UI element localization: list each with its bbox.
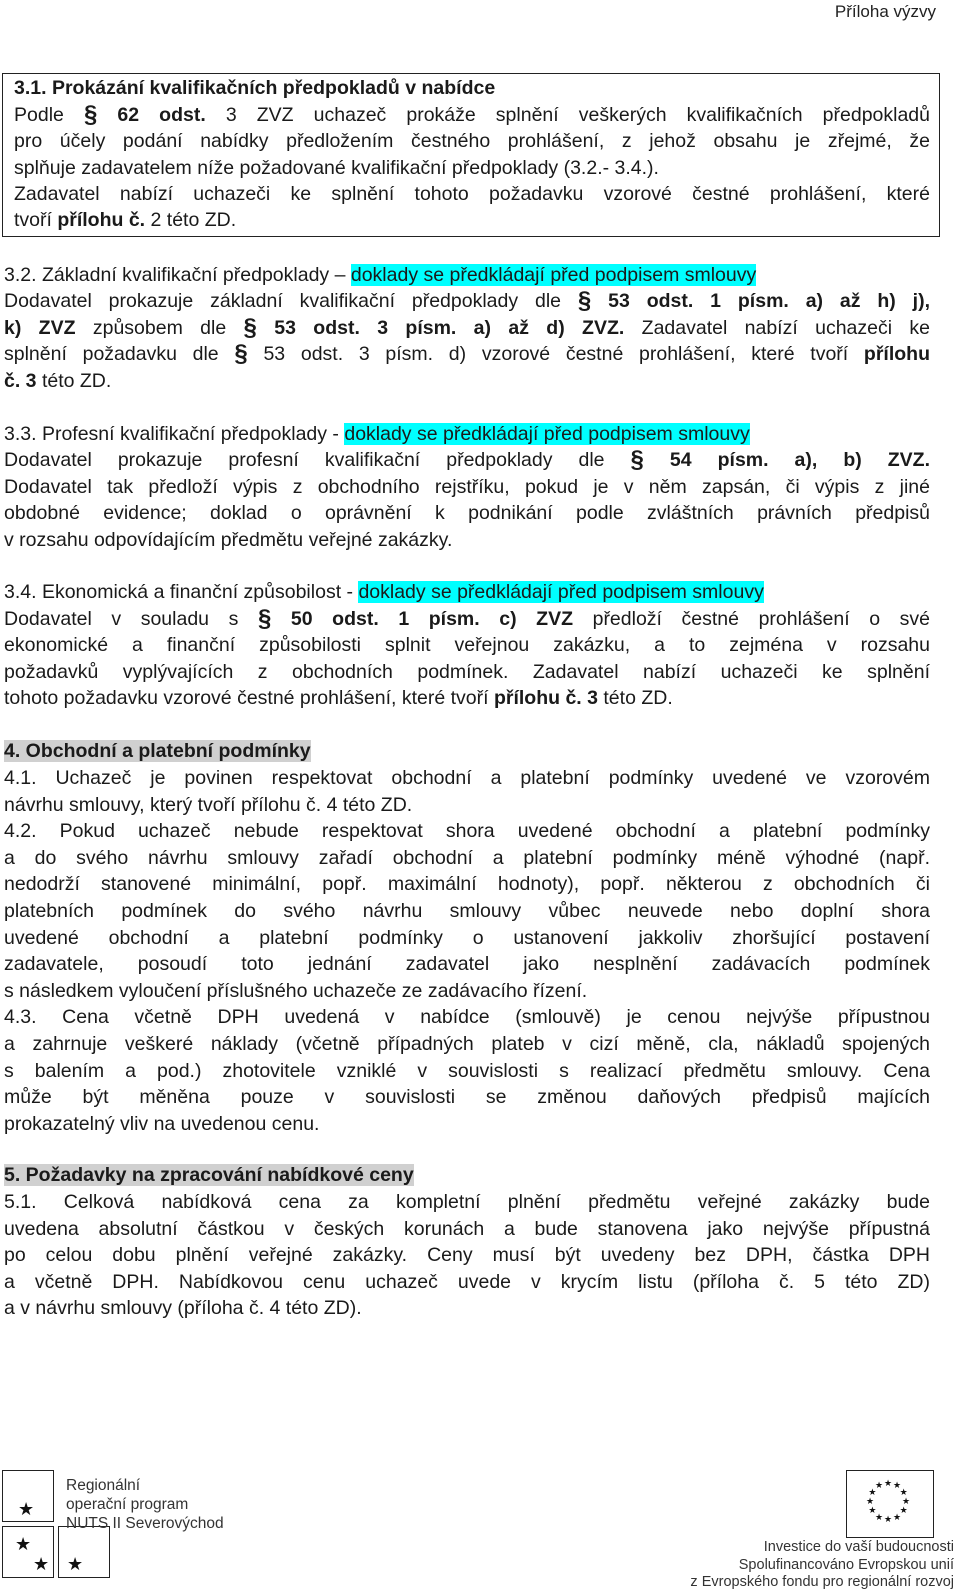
star-icon: ★ xyxy=(15,1534,32,1554)
eu-star-icon: ★ xyxy=(884,1514,893,1524)
section-3-1-line-1: Podle § 62 odst. 3 ZVZ uchazeč prokáže splnění veškerých kvalifikačních předpokladů xyxy=(14,101,930,128)
section-4-line: návrhu smlouvy, který tvoří přílohu č. 4 této ZD. xyxy=(4,793,413,816)
eu-star-icon: ★ xyxy=(884,1478,893,1488)
section-3-2-line-1: Dodavatel prokazuje základní kvalifikační předpoklady dle § 53 odst. 1 písm. a) až h) j), xyxy=(4,287,931,314)
section-3-1-line-3: splňuje zadavatelem níže požadované kvalifikační předpoklady (3.2.- 3.4.). xyxy=(14,157,659,179)
star-icon: ★ xyxy=(33,1554,50,1574)
section-4-line: nedodrží stanovené minimální, popř. maximální hodnoty), popř. některou z obchodních či xyxy=(4,873,930,896)
eu-star-icon: ★ xyxy=(893,1480,902,1491)
section-4-line: platebních podmínek do svého návrhu smlouvy vůbec neuvede nebo doplní shora xyxy=(4,900,930,922)
section-4-line: uvedené obchodní a platební podmínky o ustanovení jakkoliv zhoršující postavení xyxy=(4,926,930,949)
section-4-line: může být měněna pouze v souvislosti se změnou daňových předpisů majících xyxy=(4,1086,930,1109)
eu-star-icon: ★ xyxy=(899,1505,908,1515)
logo-box-bottom-left xyxy=(2,1526,54,1578)
section-3-4-line-1: Dodavatel v souladu s § 50 odst. 1 písm. c) ZVZ předloží čestné prohlášení o své xyxy=(4,605,930,632)
section-3-1-line-4: Zadavatel nabízí uchazeči ke splnění tohoto požadavku vzorové čestné prohlášení, které xyxy=(14,183,930,205)
section-5-line: uvedena absolutní částkou v českých korunách a bude stanovena jako nejvýše přípustná xyxy=(4,1217,930,1240)
star-icon: ★ xyxy=(18,1499,35,1519)
eu-flag-logo xyxy=(846,1470,934,1538)
eu-star-icon: ★ xyxy=(866,1496,875,1506)
section-4-line: s následkem vyloučení příslušného uchazeče ze zadávacího řízení. xyxy=(4,979,588,1002)
section-3-2-line-4: č. 3 této ZD. xyxy=(4,370,112,392)
section-4-line: 4.2. Pokud uchazeč nebude respektovat shora uvedené obchodní a platební podmínky xyxy=(4,820,930,843)
section-3-3-line-2: Dodavatel tak předloží výpis z obchodního rejstříku, pokud je v něm zapsán, či výpis z jiné xyxy=(4,476,930,498)
section-4-heading: 4. Obchodní a platební podmínky xyxy=(4,740,311,762)
section-3-3-line-4: v rozsahu odpovídajícím předmětu veřejné zakázky. xyxy=(4,529,453,551)
section-4-line: prokazatelný vliv na uvedenou cenu. xyxy=(4,1112,320,1135)
section-3-2-line-2: k) ZVZ způsobem dle § 53 odst. 3 písm. a) až d) ZVZ. Zadavatel nabízí uchazeči ke xyxy=(4,314,930,341)
section-4-line: a zahrnuje veškeré náklady (včetně případných plateb v cizí měně, cla, nákladů spojených xyxy=(4,1033,930,1055)
section-5-line: 5.1. Celková nabídková cena za kompletní plnění předmětu veřejné zakázky bude xyxy=(4,1191,930,1213)
section-3-4-line-3: požadavků vyplývajících z obchodních podmínek. Zadavatel nabízí uchazeči ke splnění xyxy=(4,661,930,683)
eu-logo-text: Investice do vaší budoucnosti Spolufinancováno Evropskou unií z Evropského fondu pro regionální rozvoj xyxy=(690,1539,954,1590)
eu-star-icon: ★ xyxy=(899,1487,908,1497)
section-3-3-heading: 3.3. Profesní kvalifikační předpoklady - doklady se předkládají před podpisem smlouvy xyxy=(4,423,750,445)
section-3-1-line-2: pro účely podání nabídky předložením čestného prohlášení, z jehož obsahu je zřejmé, že xyxy=(14,130,930,152)
section-3-2-heading: 3.2. Základní kvalifikační předpoklady – doklady se předkládají před podpisem smlouvy xyxy=(4,264,757,286)
eu-star-icon: ★ xyxy=(902,1496,911,1506)
page-header-text: Příloha výzvy xyxy=(834,2,936,21)
rop-logo-text: Regionální operační program NUTS II Severovýchod xyxy=(66,1477,224,1532)
section-5-line: a v návrhu smlouvy (příloha č. 4 této ZD). xyxy=(4,1297,362,1320)
section-5-line: a včetně DPH. Nabídkovou cenu uchazeč uvede v krycím listu (příloha č. 5 této ZD) xyxy=(4,1270,930,1293)
section-3-1-heading: 3.1. Prokázání kvalifikačních předpokladů v nabídce xyxy=(14,77,496,99)
section-3-1-line-5: tvoří přílohu č. 2 této ZD. xyxy=(14,209,237,231)
logo-box-bottom-right xyxy=(58,1526,110,1578)
section-4-line: zadavatele, posoudí toto jednání zadavatel jako nesplnění zadávacích podmínek xyxy=(4,953,930,976)
eu-star-icon: ★ xyxy=(893,1511,902,1522)
highlight-note: doklady se předkládají před podpisem smlouvy xyxy=(358,581,764,603)
section-3-4-line-4: tohoto požadavku vzorové čestné prohlášení, které tvoří přílohu č. 3 této ZD. xyxy=(4,687,673,709)
highlight-note: doklady se předkládají před podpisem smlouvy xyxy=(344,423,750,445)
section-3-3-line-3: obdobné evidence; doklad o oprávnění k podnikání podle zvláštních právních předpisů xyxy=(4,502,930,524)
star-icon: ★ xyxy=(67,1554,84,1574)
section-5-line: po celou dobu plnění veřejné zakázky. Ceny musí být uvedeny bez DPH, částka DPH xyxy=(4,1244,930,1267)
section-3-3-line-1: Dodavatel prokazuje profesní kvalifikační předpoklady dle § 54 písm. a), b) ZVZ. xyxy=(4,446,930,473)
eu-star-icon: ★ xyxy=(875,1480,884,1491)
logo-box-top xyxy=(2,1470,54,1522)
eu-star-icon: ★ xyxy=(875,1511,884,1522)
section-5-heading: 5. Požadavky na zpracování nabídkové ceny xyxy=(4,1164,414,1186)
eu-star-icon: ★ xyxy=(868,1505,877,1515)
highlight-note: doklady se předkládají před podpisem smlouvy xyxy=(350,264,757,286)
section-3-4-heading: 3.4. Ekonomická a finanční způsobilost - doklady se předkládají před podpisem smlouvy xyxy=(4,581,764,603)
section-3-4-line-2: ekonomické a finanční způsobilosti splnit veřejnou zakázku, a to zejména v rozsahu xyxy=(4,634,930,656)
rop-logo xyxy=(2,1470,242,1592)
section-4-line: 4.3. Cena včetně DPH uvedená v nabídce (smlouvě) je cenou nejvýše přípustnou xyxy=(4,1006,930,1029)
section-4-line: a do svého návrhu smlouvy zařadí obchodní a platební podmínky méně výhodné (např. xyxy=(4,846,930,869)
section-4-line: s balením a pod.) zhotovitele vzniklé v souvislosti s realizací předmětu smlouvy. Cena xyxy=(4,1059,930,1082)
eu-star-icon: ★ xyxy=(868,1487,877,1497)
section-4-line: 4.1. Uchazeč je povinen respektovat obchodní a platební podmínky uvedené ve vzorovém xyxy=(4,767,930,789)
section-3-2-line-3: splnění požadavku dle § 53 odst. 3 písm. d) vzorové čestné prohlášení, které tvoří přílohu xyxy=(4,340,930,367)
